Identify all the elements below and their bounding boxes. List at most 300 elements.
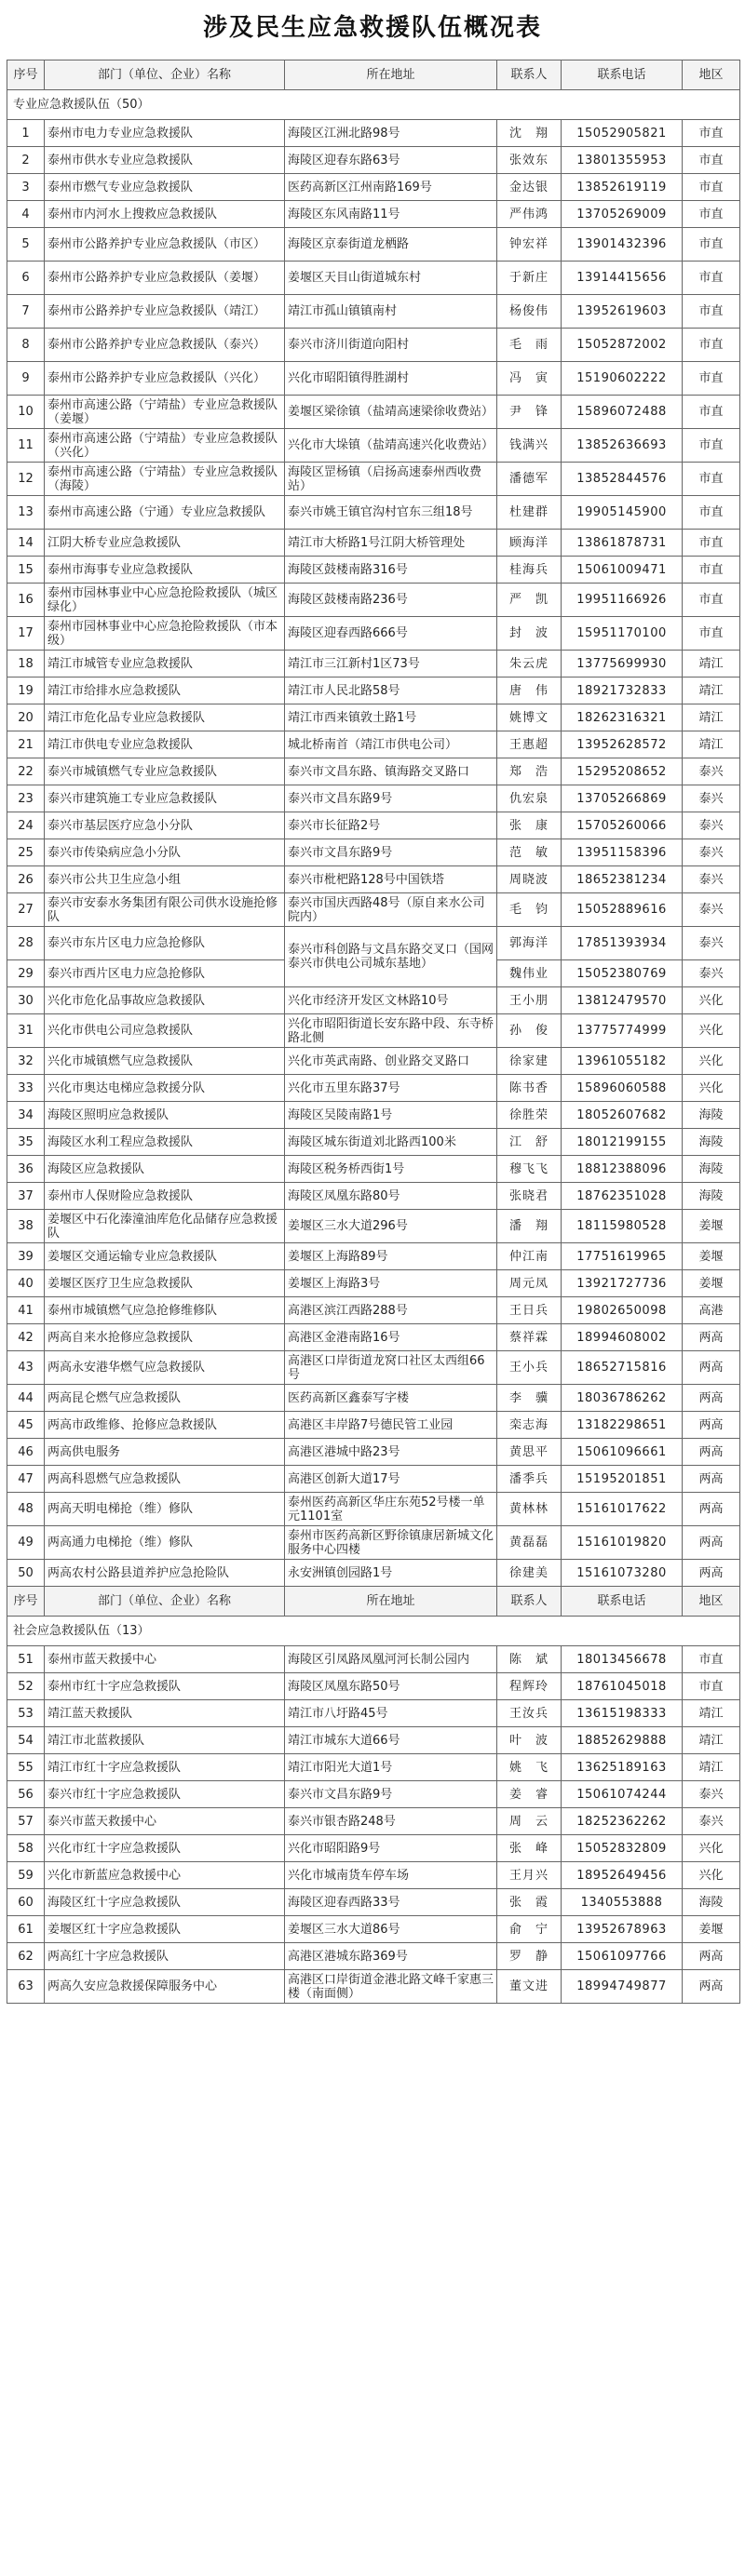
cell-no: 22: [7, 758, 45, 785]
cell-dept-name: 海陵区水利工程应急救援队: [45, 1129, 285, 1156]
table-row: [7, 1493, 740, 1526]
cell-area: 兴化: [683, 1862, 740, 1889]
table-row: [7, 758, 740, 785]
cell-contact: 严 凯: [497, 584, 562, 617]
cell-no: 7: [7, 295, 45, 329]
header-dept-2: 部门（单位、企业）名称: [45, 1587, 285, 1617]
cell-no: 51: [7, 1646, 45, 1673]
table-row: [7, 147, 740, 174]
cell-dept-name: 泰兴市东片区电力应急抢修队: [45, 927, 285, 960]
cell-dept-name: 海陵区应急救援队: [45, 1156, 285, 1183]
cell-address: 兴化市英武南路、创业路交叉路口: [285, 1048, 497, 1075]
cell-phone: 13861878731: [562, 530, 683, 557]
cell-phone: 13812479570: [562, 987, 683, 1014]
cell-area: 两高: [683, 1560, 740, 1587]
cell-area: 市直: [683, 584, 740, 617]
cell-contact: 陈书香: [497, 1075, 562, 1102]
cell-phone: 13952628572: [562, 731, 683, 758]
table-row: [7, 557, 740, 584]
cell-contact: 王惠超: [497, 731, 562, 758]
cell-contact: 严伟鸿: [497, 201, 562, 228]
cell-dept-name: 泰州市公路养护专业应急救援队（靖江）: [45, 295, 285, 329]
cell-dept-name: 兴化市供电公司应急救援队: [45, 1014, 285, 1048]
cell-dept-name: 泰州市海事专业应急救援队: [45, 557, 285, 584]
table-row: [7, 1560, 740, 1587]
cell-dept-name: 泰州市城镇燃气应急抢修维修队: [45, 1297, 285, 1324]
cell-contact: 仇宏泉: [497, 785, 562, 812]
cell-area: 靖江: [683, 704, 740, 731]
cell-dept-name: 两高红十字应急救援队: [45, 1943, 285, 1970]
cell-contact: 穆飞飞: [497, 1156, 562, 1183]
table-row: [7, 1526, 740, 1560]
cell-phone: 15052380769: [562, 960, 683, 987]
cell-address: 泰兴市国庆西路48号（原自来水公司院内）: [285, 893, 497, 927]
table-row: [7, 1270, 740, 1297]
table-row: [7, 1700, 740, 1727]
table-row: [7, 1324, 740, 1351]
cell-dept-name: 兴化市城镇燃气应急救援队: [45, 1048, 285, 1075]
cell-no: 49: [7, 1526, 45, 1560]
cell-contact: 沈 翔: [497, 120, 562, 147]
cell-area: 市直: [683, 201, 740, 228]
cell-contact: 郑 浩: [497, 758, 562, 785]
table-row: [7, 228, 740, 262]
header-no-2: 序号: [7, 1587, 45, 1617]
cell-contact: 魏伟业: [497, 960, 562, 987]
cell-contact: 桂海兵: [497, 557, 562, 584]
cell-dept-name: 姜堰区交通运输专业应急救援队: [45, 1243, 285, 1270]
cell-area: 市直: [683, 174, 740, 201]
table-row: [7, 678, 740, 704]
cell-contact: 张 霞: [497, 1889, 562, 1916]
cell-contact: 张效东: [497, 147, 562, 174]
table-row: [7, 262, 740, 295]
cell-phone: 15061074244: [562, 1781, 683, 1808]
cell-area: 海陵: [683, 1889, 740, 1916]
cell-contact: 毛 钧: [497, 893, 562, 927]
cell-address: 姜堰区上海路3号: [285, 1270, 497, 1297]
cell-address: 兴化市昭阳路9号: [285, 1835, 497, 1862]
cell-phone: 13775699930: [562, 651, 683, 678]
cell-contact: 黄林林: [497, 1493, 562, 1526]
cell-address: 高港区港城中路23号: [285, 1439, 497, 1466]
cell-no: 15: [7, 557, 45, 584]
cell-phone: 18921732833: [562, 678, 683, 704]
cell-no: 48: [7, 1493, 45, 1526]
table-row: [7, 1102, 740, 1129]
cell-no: 42: [7, 1324, 45, 1351]
cell-contact: 张 峰: [497, 1835, 562, 1862]
cell-contact: 黄磊磊: [497, 1526, 562, 1560]
cell-address: 泰兴市银杏路248号: [285, 1808, 497, 1835]
cell-address: 高港区丰岸路7号德民管工业园: [285, 1412, 497, 1439]
cell-dept-name: 两高永安港华燃气应急救援队: [45, 1351, 285, 1385]
cell-contact: 张晓君: [497, 1183, 562, 1210]
cell-no: 19: [7, 678, 45, 704]
cell-area: 两高: [683, 1943, 740, 1970]
cell-phone: 18115980528: [562, 1210, 683, 1243]
cell-phone: 13801355953: [562, 147, 683, 174]
cell-address: 泰兴市科创路与文昌东路交叉口（国网泰兴市供电公司城东基地）: [285, 927, 497, 987]
cell-contact: 姜 睿: [497, 1781, 562, 1808]
cell-no: 28: [7, 927, 45, 960]
cell-dept-name: 靖江市城管专业应急救援队: [45, 651, 285, 678]
cell-address: 泰兴市枇杷路128号中国铁塔: [285, 866, 497, 893]
cell-phone: 18252362262: [562, 1808, 683, 1835]
cell-address: 泰兴市文昌东路、镇海路交叉路口: [285, 758, 497, 785]
cell-contact: 钟宏祥: [497, 228, 562, 262]
cell-phone: 15161019820: [562, 1526, 683, 1560]
cell-address: 姜堰区三水大道86号: [285, 1916, 497, 1943]
cell-phone: 19951166926: [562, 584, 683, 617]
cell-address: 姜堰区梁徐镇（盐靖高速梁徐收费站）: [285, 396, 497, 429]
table-row: [7, 463, 740, 496]
table-row: [7, 362, 740, 396]
table-row: [7, 329, 740, 362]
cell-area: 海陵: [683, 1129, 740, 1156]
table-row: [7, 1835, 740, 1862]
cell-no: 53: [7, 1700, 45, 1727]
table-row: [7, 987, 740, 1014]
cell-address: 医药高新区江州南路169号: [285, 174, 497, 201]
cell-no: 30: [7, 987, 45, 1014]
cell-address: 兴化市大垛镇（盐靖高速兴化收费站）: [285, 429, 497, 463]
cell-dept-name: 泰兴市城镇燃气专业应急救援队: [45, 758, 285, 785]
cell-no: 59: [7, 1862, 45, 1889]
cell-phone: 18994608002: [562, 1324, 683, 1351]
table-row: [7, 1754, 740, 1781]
cell-area: 两高: [683, 1351, 740, 1385]
cell-phone: 15052889616: [562, 893, 683, 927]
cell-contact: 叶 波: [497, 1727, 562, 1754]
cell-no: 26: [7, 866, 45, 893]
cell-area: 泰兴: [683, 758, 740, 785]
cell-phone: 15295208652: [562, 758, 683, 785]
table-row: [7, 1727, 740, 1754]
cell-contact: 罗 静: [497, 1943, 562, 1970]
cell-no: 35: [7, 1129, 45, 1156]
cell-address: 高港区港城东路369号: [285, 1943, 497, 1970]
cell-no: 55: [7, 1754, 45, 1781]
cell-address: 泰兴市济川街道向阳村: [285, 329, 497, 362]
cell-address: 靖江市城东大道66号: [285, 1727, 497, 1754]
cell-contact: 姚博文: [497, 704, 562, 731]
cell-contact: 仲江南: [497, 1243, 562, 1270]
cell-contact: 王小兵: [497, 1351, 562, 1385]
cell-contact: 陈 斌: [497, 1646, 562, 1673]
cell-area: 两高: [683, 1526, 740, 1560]
section-row-professional: [7, 90, 740, 120]
header-addr-2: 所在地址: [285, 1587, 497, 1617]
cell-address: 海陵区江洲北路98号: [285, 120, 497, 147]
section-title-social: 社会应急救援队伍（13）: [7, 1617, 740, 1646]
cell-phone: 15705260066: [562, 812, 683, 839]
cell-no: 32: [7, 1048, 45, 1075]
header-addr: 所在地址: [285, 60, 497, 90]
cell-phone: 15052905821: [562, 120, 683, 147]
cell-area: 市直: [683, 228, 740, 262]
cell-address: 高港区金港南路16号: [285, 1324, 497, 1351]
cell-area: 靖江: [683, 678, 740, 704]
cell-address: 海陵区引凤路凤凰河河长制公园内: [285, 1646, 497, 1673]
cell-address: 兴化市城南货车停车场: [285, 1862, 497, 1889]
cell-area: 市直: [683, 617, 740, 651]
cell-area: 市直: [683, 463, 740, 496]
table-row: [7, 1808, 740, 1835]
cell-area: 泰兴: [683, 866, 740, 893]
teams-table: [7, 60, 740, 2004]
table-row: [7, 496, 740, 530]
cell-dept-name: 两高市政维修、抢修应急救援队: [45, 1412, 285, 1439]
cell-area: 靖江: [683, 1700, 740, 1727]
cell-contact: 朱云虎: [497, 651, 562, 678]
table-row: [7, 1075, 740, 1102]
cell-address: 靖江市孤山镇镇南村: [285, 295, 497, 329]
cell-area: 靖江: [683, 731, 740, 758]
cell-dept-name: 江阴大桥专业应急救援队: [45, 530, 285, 557]
table-row: [7, 1129, 740, 1156]
cell-no: 11: [7, 429, 45, 463]
table-row: [7, 1297, 740, 1324]
cell-contact: 孙 俊: [497, 1014, 562, 1048]
cell-area: 姜堰: [683, 1243, 740, 1270]
cell-area: 姜堰: [683, 1270, 740, 1297]
table-header-row: [7, 60, 740, 90]
cell-contact: 潘 翔: [497, 1210, 562, 1243]
cell-dept-name: 靖江蓝天救援队: [45, 1700, 285, 1727]
cell-address: 兴化市昭阳街道长安东路中段、东寺桥路北侧: [285, 1014, 497, 1048]
cell-address: 靖江市八圩路45号: [285, 1700, 497, 1727]
cell-area: 市直: [683, 295, 740, 329]
cell-phone: 18994749877: [562, 1970, 683, 2004]
cell-dept-name: 泰州市电力专业应急救援队: [45, 120, 285, 147]
cell-contact: 唐 伟: [497, 678, 562, 704]
cell-phone: 15052872002: [562, 329, 683, 362]
cell-contact: 钱满兴: [497, 429, 562, 463]
cell-phone: 18036786262: [562, 1385, 683, 1412]
cell-phone: 17751619965: [562, 1243, 683, 1270]
table-row: [7, 812, 740, 839]
cell-address: 泰兴市文昌东路9号: [285, 839, 497, 866]
cell-no: 39: [7, 1243, 45, 1270]
table-row: [7, 1048, 740, 1075]
header-contact-2: 联系人: [497, 1587, 562, 1617]
table-row: [7, 1943, 740, 1970]
section-row-social: [7, 1617, 740, 1646]
cell-no: 14: [7, 530, 45, 557]
cell-dept-name: 泰兴市红十字应急救援队: [45, 1781, 285, 1808]
cell-phone: 19802650098: [562, 1297, 683, 1324]
cell-no: 56: [7, 1781, 45, 1808]
cell-address: 海陵区凤凰东路80号: [285, 1183, 497, 1210]
cell-address: 海陵区迎春西路666号: [285, 617, 497, 651]
cell-area: 市直: [683, 120, 740, 147]
cell-no: 60: [7, 1889, 45, 1916]
cell-contact: 栾志海: [497, 1412, 562, 1439]
cell-address: 兴化市昭阳镇得胜湖村: [285, 362, 497, 396]
cell-contact: 杜建群: [497, 496, 562, 530]
cell-area: 高港: [683, 1297, 740, 1324]
cell-address: 泰兴市文昌东路9号: [285, 1781, 497, 1808]
cell-no: 38: [7, 1210, 45, 1243]
table-row: [7, 429, 740, 463]
header-contact: 联系人: [497, 60, 562, 90]
cell-no: 24: [7, 812, 45, 839]
cell-contact: 毛 雨: [497, 329, 562, 362]
cell-contact: 王汝兵: [497, 1700, 562, 1727]
cell-no: 40: [7, 1270, 45, 1297]
cell-dept-name: 两高天明电梯抢（维）修队: [45, 1493, 285, 1526]
cell-contact: 李 骥: [497, 1385, 562, 1412]
cell-phone: 13852619119: [562, 174, 683, 201]
table-row: [7, 1466, 740, 1493]
table-row: [7, 120, 740, 147]
cell-contact: 张 康: [497, 812, 562, 839]
cell-phone: 13625189163: [562, 1754, 683, 1781]
cell-phone: 15195201851: [562, 1466, 683, 1493]
cell-no: 20: [7, 704, 45, 731]
cell-contact: 程辉玲: [497, 1673, 562, 1700]
cell-address: 海陵区京泰街道龙栖路: [285, 228, 497, 262]
cell-dept-name: 泰州市公路养护专业应急救援队（姜堰）: [45, 262, 285, 295]
cell-area: 兴化: [683, 987, 740, 1014]
cell-no: 3: [7, 174, 45, 201]
cell-area: 姜堰: [683, 1210, 740, 1243]
cell-area: 市直: [683, 1646, 740, 1673]
cell-no: 12: [7, 463, 45, 496]
table-row: [7, 174, 740, 201]
cell-area: 泰兴: [683, 1808, 740, 1835]
cell-dept-name: 靖江市红十字应急救援队: [45, 1754, 285, 1781]
cell-phone: 15896072488: [562, 396, 683, 429]
table-row: [7, 1385, 740, 1412]
cell-dept-name: 靖江市危化品专业应急救援队: [45, 704, 285, 731]
cell-dept-name: 泰兴市蓝天救援中心: [45, 1808, 285, 1835]
header-phone: 联系电话: [562, 60, 683, 90]
cell-area: 市直: [683, 396, 740, 429]
cell-phone: 13961055182: [562, 1048, 683, 1075]
cell-contact: 徐家建: [497, 1048, 562, 1075]
cell-phone: 18652381234: [562, 866, 683, 893]
cell-phone: 13921727736: [562, 1270, 683, 1297]
cell-no: 21: [7, 731, 45, 758]
cell-address: 高港区口岸街道龙窝口社区太西组66号: [285, 1351, 497, 1385]
table-row: [7, 1781, 740, 1808]
cell-dept-name: 泰州市高速公路（宁靖盐）专业应急救援队（兴化）: [45, 429, 285, 463]
cell-dept-name: 海陵区红十字应急救援队: [45, 1889, 285, 1916]
cell-area: 市直: [683, 329, 740, 362]
cell-no: 31: [7, 1014, 45, 1048]
table-row: [7, 785, 740, 812]
cell-address: 高港区创新大道17号: [285, 1466, 497, 1493]
cell-area: 泰兴: [683, 785, 740, 812]
cell-dept-name: 兴化市危化品事故应急救援队: [45, 987, 285, 1014]
cell-address: 医药高新区鑫泰写字楼: [285, 1385, 497, 1412]
table-row: [7, 1412, 740, 1439]
cell-area: 靖江: [683, 651, 740, 678]
table-row: [7, 530, 740, 557]
cell-no: 46: [7, 1439, 45, 1466]
table-row: [7, 839, 740, 866]
table-row: [7, 1646, 740, 1673]
document-title: 涉及民生应急救援队伍概况表: [202, 14, 542, 42]
cell-no: 23: [7, 785, 45, 812]
cell-address: 靖江市阳光大道1号: [285, 1754, 497, 1781]
cell-contact: 杨俊伟: [497, 295, 562, 329]
cell-no: 4: [7, 201, 45, 228]
teams-table-body: [7, 60, 740, 2004]
cell-dept-name: 姜堰区红十字应急救援队: [45, 1916, 285, 1943]
cell-dept-name: 泰州市蓝天救援中心: [45, 1646, 285, 1673]
cell-contact: 黄思平: [497, 1439, 562, 1466]
cell-dept-name: 兴化市奥达电梯应急救援分队: [45, 1075, 285, 1102]
cell-phone: 1340553888: [562, 1889, 683, 1916]
cell-dept-name: 泰州市供水专业应急救援队: [45, 147, 285, 174]
cell-area: 两高: [683, 1970, 740, 2004]
cell-phone: 18652715816: [562, 1351, 683, 1385]
cell-address: 姜堰区三水大道296号: [285, 1210, 497, 1243]
cell-contact: 王日兵: [497, 1297, 562, 1324]
cell-area: 海陵: [683, 1183, 740, 1210]
cell-dept-name: 泰州市高速公路（宁靖盐）专业应急救援队（姜堰）: [45, 396, 285, 429]
cell-phone: 15061097766: [562, 1943, 683, 1970]
cell-phone: 18052607682: [562, 1102, 683, 1129]
cell-phone: 17851393934: [562, 927, 683, 960]
cell-area: 两高: [683, 1493, 740, 1526]
cell-area: 海陵: [683, 1156, 740, 1183]
cell-dept-name: 海陵区照明应急救援队: [45, 1102, 285, 1129]
cell-address: 海陵区鼓楼南路316号: [285, 557, 497, 584]
table-row: [7, 1970, 740, 2004]
cell-no: 47: [7, 1466, 45, 1493]
cell-no: 6: [7, 262, 45, 295]
cell-dept-name: 泰兴市西片区电力应急抢修队: [45, 960, 285, 987]
cell-address: 海陵区城东街道刘北路西100米: [285, 1129, 497, 1156]
cell-address: 靖江市大桥路1号江阴大桥管理处: [285, 530, 497, 557]
table-row: [7, 584, 740, 617]
cell-no: 13: [7, 496, 45, 530]
cell-contact: 于新庄: [497, 262, 562, 295]
cell-dept-name: 姜堰区医疗卫生应急救援队: [45, 1270, 285, 1297]
cell-dept-name: 泰州市公路养护专业应急救援队（兴化）: [45, 362, 285, 396]
cell-phone: 15061096661: [562, 1439, 683, 1466]
cell-area: 海陵: [683, 1102, 740, 1129]
cell-no: 36: [7, 1156, 45, 1183]
cell-phone: 18761045018: [562, 1673, 683, 1700]
cell-address: 高港区口岸街道金港北路文峰千家惠三楼（南面侧）: [285, 1970, 497, 2004]
cell-phone: 18012199155: [562, 1129, 683, 1156]
cell-contact: 蔡祥霖: [497, 1324, 562, 1351]
cell-area: 泰兴: [683, 812, 740, 839]
cell-phone: 13705269009: [562, 201, 683, 228]
cell-phone: 13952619603: [562, 295, 683, 329]
cell-no: 37: [7, 1183, 45, 1210]
cell-dept-name: 两高科恩燃气应急救援队: [45, 1466, 285, 1493]
cell-contact: 封 波: [497, 617, 562, 651]
cell-no: 43: [7, 1351, 45, 1385]
cell-phone: 13775774999: [562, 1014, 683, 1048]
cell-address: 靖江市西来镇敦土路1号: [285, 704, 497, 731]
cell-phone: 18952649456: [562, 1862, 683, 1889]
table-row: [7, 731, 740, 758]
cell-no: 63: [7, 1970, 45, 2004]
cell-area: 两高: [683, 1385, 740, 1412]
cell-phone: 13914415656: [562, 262, 683, 295]
cell-dept-name: 泰州市园林事业中心应急抢险救援队（城区绿化）: [45, 584, 285, 617]
table-row: [7, 1439, 740, 1466]
header-no: 序号: [7, 60, 45, 90]
cell-area: 靖江: [683, 1754, 740, 1781]
